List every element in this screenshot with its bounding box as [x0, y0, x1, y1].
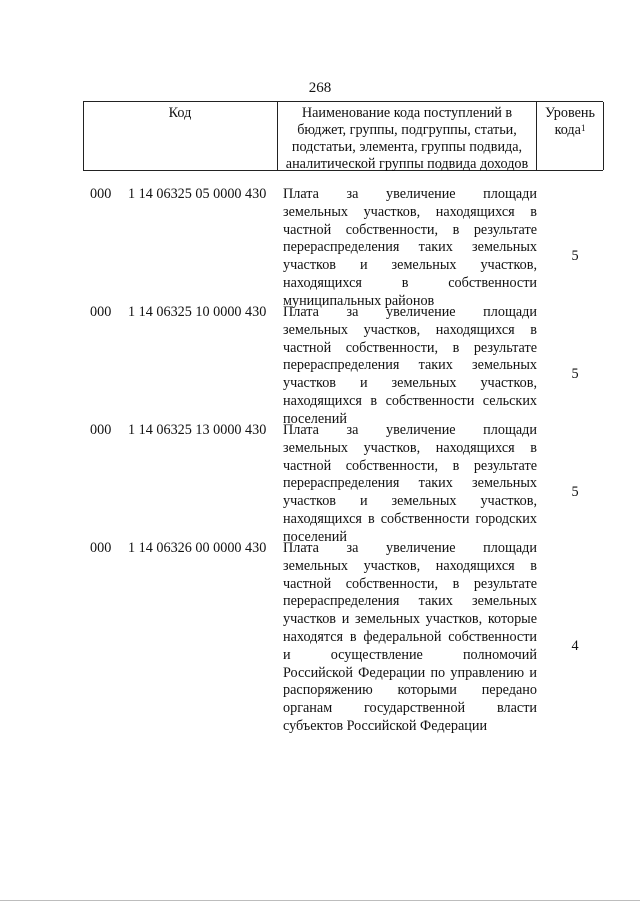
header-name: Наименование кода поступлений в бюджет, группы, подгруппы, статьи, подстатьи, элемента, группы подвида, аналитической группы подвида доходов: [285, 105, 529, 172]
header-code: Код: [168, 105, 192, 121]
row-description-line: земельных участков, находящихся в: [283, 439, 537, 456]
row-income-code: 1 14 06325 05 0000 430: [128, 186, 267, 202]
row-description-line: муниципальных районов: [283, 292, 435, 309]
row-description-line: участков и земельных участков,: [283, 257, 537, 274]
row-income-code: 1 14 06325 13 0000 430: [128, 422, 267, 438]
row-income-code: 1 14 06326 00 0000 430: [128, 540, 267, 556]
table-header: [83, 101, 603, 171]
row-description-line: и осуществление полномочий: [283, 646, 537, 663]
row-description-line: распоряжению которыми передано: [283, 682, 537, 699]
header-right-border: [603, 102, 604, 170]
header-level-footnote: 1: [580, 123, 586, 133]
row-admin-code: 000: [90, 422, 112, 438]
row-description-line: поселений: [283, 528, 347, 545]
row-description-line: частной собственности, в результате: [283, 575, 537, 592]
row-description-line: участков и земельных участков,: [283, 375, 537, 392]
row-description-line: находятся в федеральной собственности: [283, 628, 537, 645]
row-admin-code: 000: [90, 540, 112, 556]
row-description-line: перераспределения таких земельных: [283, 593, 537, 610]
row-description-line: Российской Федерации по управлению и: [283, 664, 537, 681]
row-description-line: земельных участков, находящихся в: [283, 557, 537, 574]
row-level: 4: [571, 637, 579, 654]
row-description-line: участков и земельных участков,: [283, 493, 537, 510]
row-description-line: частной собственности, в результате: [283, 339, 537, 356]
row-description: [283, 186, 537, 311]
row-description-line: находящихся в собственности сельских: [283, 392, 537, 409]
row-description: [283, 540, 537, 736]
row-level: 5: [571, 366, 579, 383]
row-description-line: Плата за увеличение площади: [283, 304, 537, 320]
row-description-line: Плата за увеличение площади: [283, 540, 537, 556]
page-bottom-rule: [0, 900, 640, 901]
row-description-line: находящихся в собственности городских: [283, 510, 537, 527]
row-level: 5: [571, 484, 579, 501]
row-description-line: земельных участков, находящихся в: [283, 203, 537, 220]
row-description-line: субъектов Российской Федерации: [283, 717, 488, 734]
row-admin-code: 000: [90, 304, 112, 320]
row-level: 5: [571, 248, 579, 265]
header-level: [537, 105, 603, 139]
page-number: 268: [308, 80, 332, 96]
row-description: [283, 422, 537, 547]
row-income-code: 1 14 06325 10 0000 430: [128, 304, 267, 320]
row-description-line: частной собственности, в результате: [283, 457, 537, 474]
row-description: [283, 304, 537, 429]
row-description-line: участков и земельных участков, которые: [283, 611, 537, 628]
row-description-line: перераспределения таких земельных: [283, 475, 537, 492]
header-level-label: Уровень кода: [545, 105, 595, 138]
row-description-line: Плата за увеличение площади: [283, 186, 537, 202]
row-description-line: Плата за увеличение площади: [283, 422, 537, 438]
row-description-line: перераспределения таких земельных: [283, 357, 537, 374]
row-description-line: частной собственности, в результате: [283, 221, 537, 238]
row-description-line: поселений: [283, 410, 347, 427]
row-admin-code: 000: [90, 186, 112, 202]
row-description-line: земельных участков, находящихся в: [283, 321, 537, 338]
row-description-line: находящихся в собственности: [283, 274, 537, 291]
row-description-line: перераспределения таких земельных: [283, 239, 537, 256]
row-description-line: органам государственной власти: [283, 700, 537, 717]
